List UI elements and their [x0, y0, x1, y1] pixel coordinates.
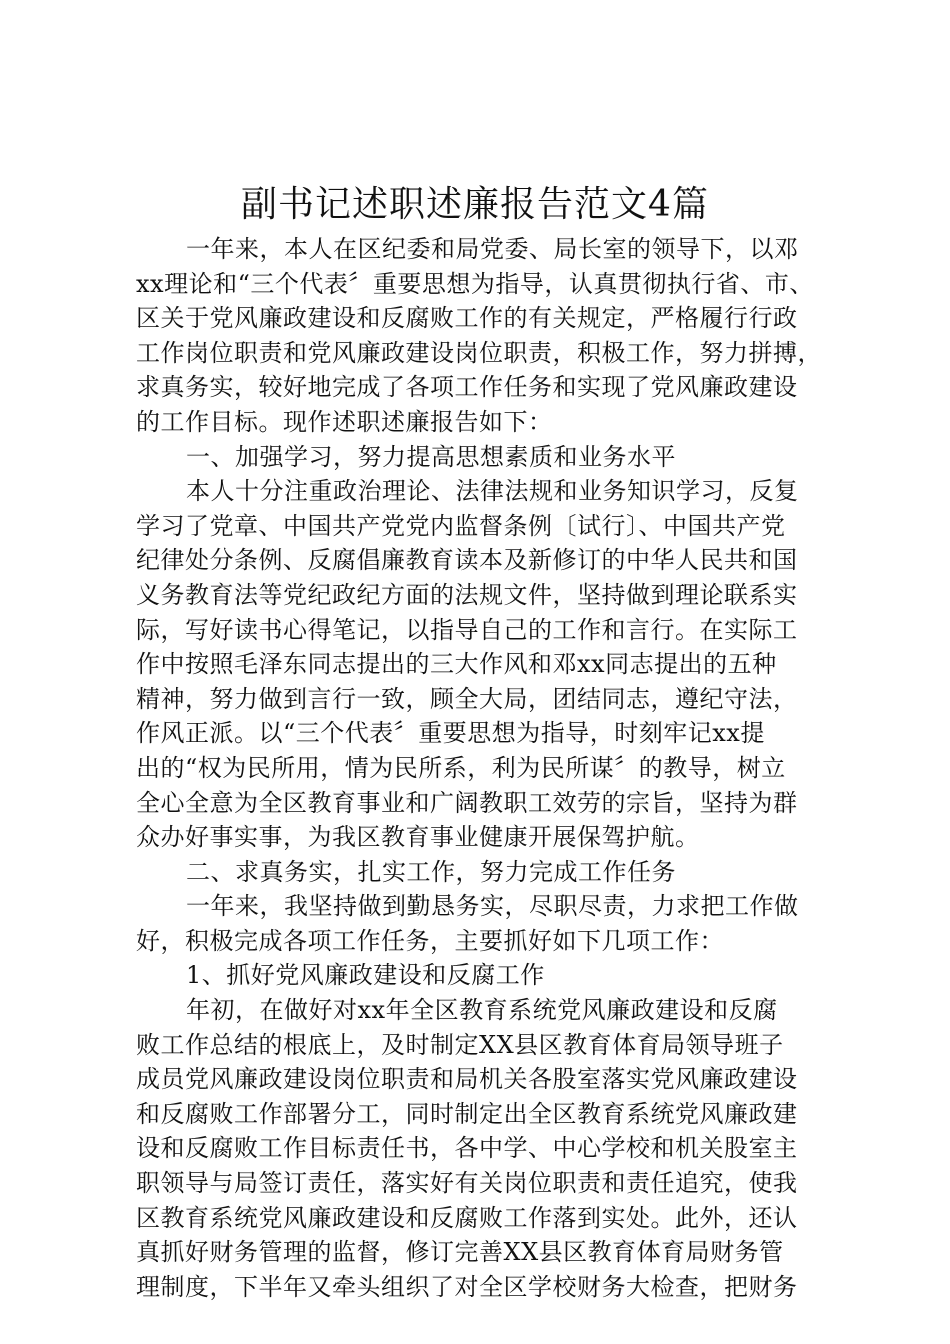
text-line: 出的“权为民所用，情为民所系，利为民所谋〞的教导，树立 — [136, 753, 786, 782]
text-line: 理制度，下半年又牵头组织了对全区学校财务大检查，把财务 — [136, 1272, 798, 1301]
text-line: 年初，在做好对xx年全区教育系统党风廉政建设和反腐 — [186, 996, 778, 1025]
text-line: 一年来，本人在区纪委和局党委、局长室的领导下，以邓 — [186, 235, 799, 263]
text-line: 众办好事实事，为我区教育事业健康开展保驾护航。 — [136, 823, 700, 852]
text-line: 纪律处分条例、反腐倡廉教育读本及新修订的中华人民共和国 — [136, 546, 798, 575]
text-line: 本人十分注重政治理论、法律法规和业务知识学习，反复 — [186, 477, 799, 506]
text-line: 成员党风廉政建设岗位职责和局机关各股室落实党风廉政建设 — [136, 1065, 798, 1094]
text-line: 一、加强学习，努力提高思想素质和业务水平 — [186, 442, 676, 471]
text-line: 真抓好财务管理的监督，修订完善XX县区教育体育局财务管 — [136, 1238, 784, 1267]
text-line: 精神，努力做到言行一致，顾全大局，团结同志，遵纪守法， — [136, 684, 798, 713]
text-line: 一年来，我坚持做到勤恳务实，尽职尽责，力求把工作做 — [186, 892, 799, 921]
text-line: 1、抓好党风廉政建设和反腐工作 — [186, 961, 545, 990]
text-line: 际，写好读书心得笔记，以指导自己的工作和言行。在实际工 — [136, 615, 798, 644]
text-line: 败工作总结的根底上，及时制定XX县区教育体育局领导班子 — [136, 1030, 784, 1059]
text-line: 区教育系统党风廉政建设和反腐败工作落到实处。此外，还认 — [136, 1203, 798, 1232]
text-line: xx理论和“三个代表〞重要思想为指导，认真贯彻执行省、市、 — [136, 269, 814, 298]
text-line: 作中按照毛泽东同志提出的三大作风和邓xx同志提出的五种 — [136, 650, 777, 679]
text-line: 好，积极完成各项工作任务，主要抓好如下几项工作： — [136, 926, 724, 955]
text-line: 区关于党风廉政建设和反腐败工作的有关规定，严格履行行政 — [136, 304, 798, 333]
text-line: 工作岗位职责和党风廉政建设岗位职责，积极工作，努力拼搏， — [136, 338, 822, 367]
text-line: 义务教育法等党纪政纪方面的法规文件，坚持做到理论联系实 — [136, 580, 798, 609]
text-line: 职领导与局签订责任，落实好有关岗位职责和责任追究，使我 — [136, 1169, 798, 1198]
text-line: 设和反腐败工作目标责任书，各中学、中心学校和机关股室主 — [136, 1134, 798, 1163]
document-title: 副书记述职述廉报告范文4篇 — [241, 184, 709, 225]
text-line: 和反腐败工作部署分工，同时制定出全区教育系统党风廉政建 — [136, 1099, 798, 1128]
text-line: 全心全意为全区教育事业和广阔教职工效劳的宗旨，坚持为群 — [136, 788, 798, 817]
document-body — [136, 232, 826, 1304]
text-line: 求真务实，较好地完成了各项工作任务和实现了党风廉政建设 — [136, 373, 798, 402]
text-line: 的工作目标。现作述职述廉报告如下： — [136, 407, 553, 436]
text-line: 作风正派。以“三个代表〞重要思想为指导，时刻牢记xx提 — [136, 719, 765, 748]
text-line: 学习了党章、中国共产党党内监督条例〔试行〕、中国共产党 — [136, 511, 786, 540]
text-line: 二、求真务实，扎实工作，努力完成工作任务 — [186, 857, 676, 886]
